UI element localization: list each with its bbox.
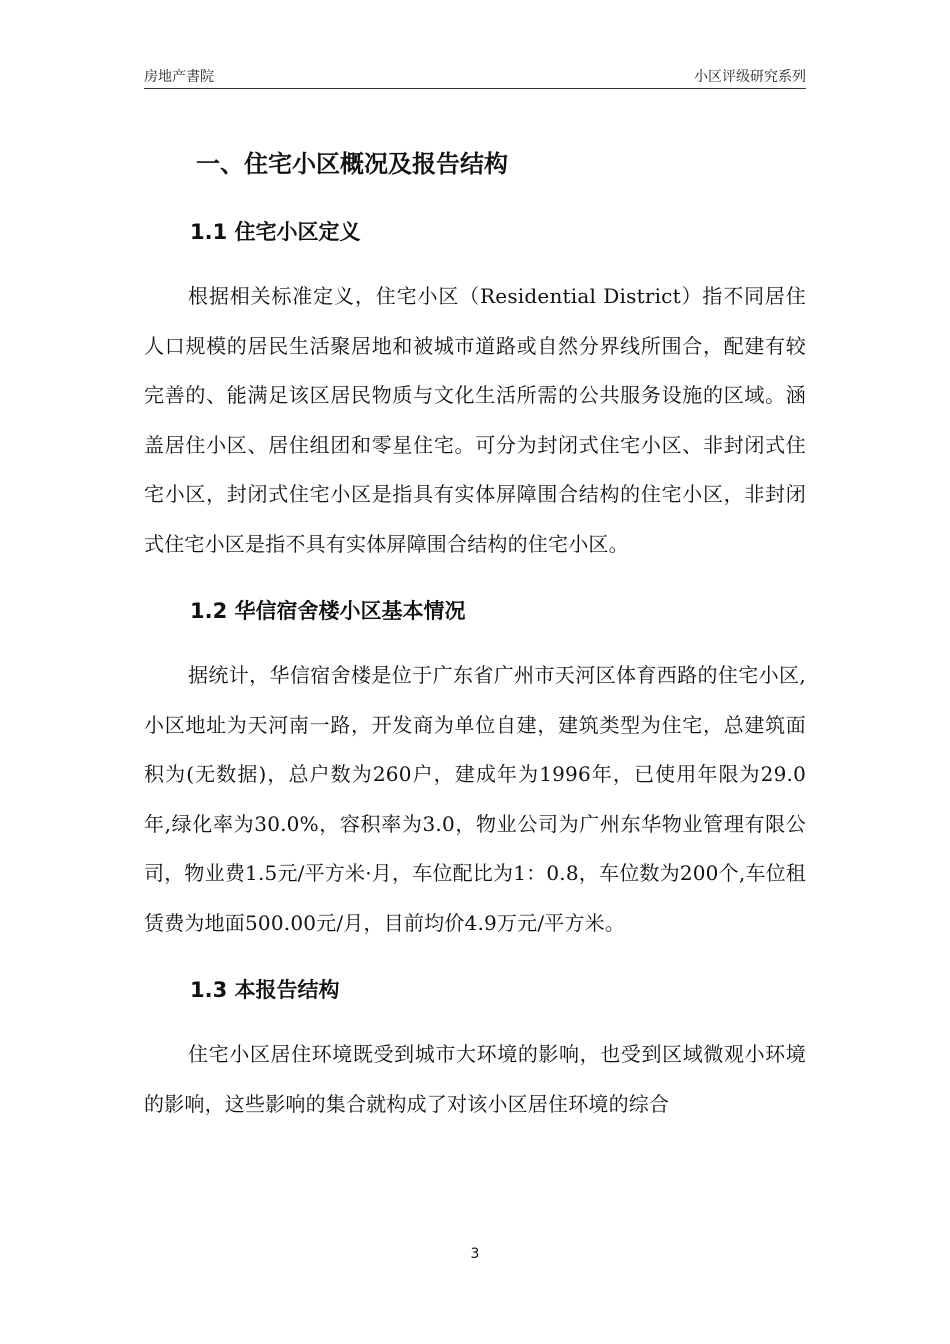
- section-paragraph-1-3: 住宅小区居住环境既受到城市大环境的影响，也受到区域微观小环境的影响，这些影响的集合就构成了对该小区居住环境的综合: [144, 1042, 806, 1116]
- header-right-title: 小区评级研究系列: [694, 69, 806, 85]
- chapter-title: 一、住宅小区概况及报告结构: [196, 150, 508, 178]
- header-left-title: 房地产書院: [144, 69, 214, 85]
- header-divider: [144, 88, 806, 89]
- document-body: [144, 140, 806, 1129]
- section-heading-1-3: 1.3 本报告结构: [190, 978, 340, 1002]
- section-paragraph-1-2: 据统计，华信宿舍楼是位于广东省广州市天河区体育西路的住宅小区,小区地址为天河南一路，开发商为单位自建，建筑类型为住宅，总建筑面积为(无数据)，总户数为260户，建成年为1996年，已使用年限为29.0年,绿化率为30.0%，容积率为3.0，物业公司为广州东华物业管理有限公司，物业费1.5元/平方米·月，车位配比为1：0.8，车位数为200个,车位租赁费为地面500.00元/月，目前均价4.9万元/平方米。: [144, 663, 806, 935]
- section-heading-1-1: 1.1 住宅小区定义: [190, 220, 361, 244]
- section-heading-1-2: 1.2 华信宿舍楼小区基本情况: [190, 599, 466, 623]
- page-number: 3: [470, 1246, 480, 1262]
- section-paragraph-1-1: 根据相关标准定义，住宅小区（Residential District）指不同居住人口规模的居民生活聚居地和被城市道路或自然分界线所围合，配建有较完善的、能满足该区居民物质与文化生活所需的公共服务设施的区域。涵盖居住小区、居住组团和零星住宅。可分为封闭式住宅小区、非封闭式住宅小区，封闭式住宅小区是指具有实体屏障围合结构的住宅小区，非封闭式住宅小区是指不具有实体屏障围合结构的住宅小区。: [144, 284, 806, 556]
